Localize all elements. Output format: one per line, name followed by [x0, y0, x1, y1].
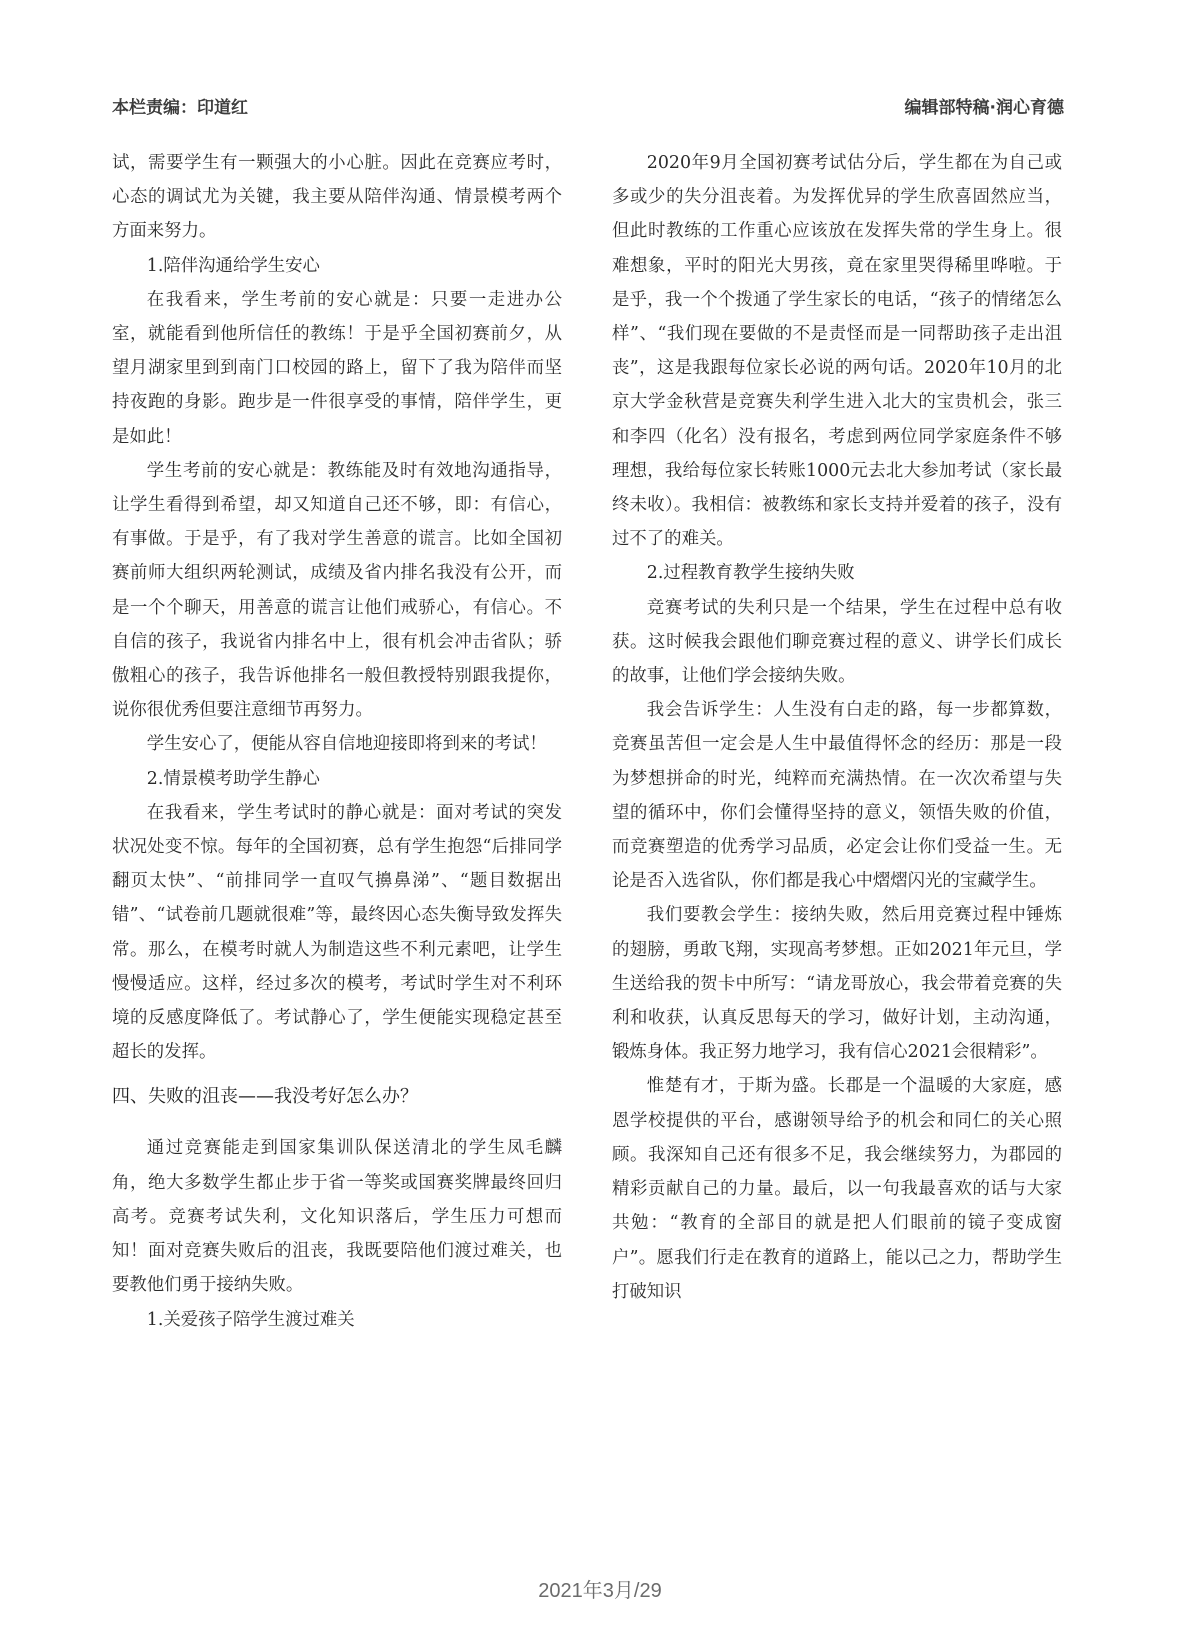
paragraph: 我会告诉学生：人生没有白走的路，每一步都算数，竞赛虽苦但一定会是人生中最值得怀念的经历：那是一段为梦想拼命的时光，纯粹而充满热情。在一次次希望与失望的循环中，你们会懂得坚持的意义，领悟失败的价值，而竞赛塑造的优秀学习品质，必定会让你们受益一生。无论是否入选省队，你们都是我心中熠熠闪光的宝藏学生。: [612, 700, 1062, 892]
subheading: 2.过程教育教学生接纳失败: [646, 563, 855, 584]
column-title: 编辑部特稿·润心育德: [904, 98, 1064, 118]
editor-credit: 本栏责编：印道红: [112, 98, 248, 118]
paragraph: 学生安心了，便能从容自信地迎接即将到来的考试！: [146, 734, 547, 755]
paragraph: 学生考前的安心就是：教练能及时有效地沟通指导，让学生看得到希望，却又知道自己还不够，即：有信心，有事做。于是乎，有了我对学生善意的谎言。比如全国初赛前师大组织两轮测试，成绩及省内排名我没有公开，而是一个个聊天，用善意的谎言让他们戒骄心，有信心。不自信的孩子，我说省内排名中上，很有机会冲击省队；骄傲粗心的孩子，我告诉他排名一般但教授特别跟我提你，说你很优秀但要注意细节再努力。: [112, 460, 562, 721]
page-footer: 2021年3月/29: [538, 1580, 662, 1602]
paragraph: 我们要教会学生：接纳失败，然后用竞赛过程中锤炼的翅膀，勇敢飞翔，实现高考梦想。正如2021年元旦，学生送给我的贺卡中所写：“请龙哥放心，我会带着竞赛的失利和收获，认真反思每天的学习，做好计划，主动沟通，锻炼身体。我正努力地学习，我有信心2021会很精彩”。: [612, 905, 1062, 1063]
left-column: [112, 146, 562, 1337]
subheading: 2.情景模考助学生静心: [146, 768, 320, 789]
subheading: 1.陪伴沟通给学生安心: [146, 255, 320, 276]
paragraph: 2020年9月全国初赛考试估分后，学生都在为自己或多或少的失分沮丧着。为发挥优异的学生欣喜固然应当，但此时教练的工作重心应该放在发挥失常的学生身上。很难想象，平时的阳光大男孩，竟在家里哭得稀里哗啦。于是乎，我一个个拨通了学生家长的电话，“孩子的情绪怎么样”、“我们现在要做的不是责怪而是一同帮助孩子走出沮丧”，这是我跟每位家长必说的两句话。2020年10月的北京大学金秋营是竞赛失利学生进入北大的宝贵机会，张三和李四（化名）没有报名，考虑到两位同学家庭条件不够理想，我给每位家长转账1000元去北大参加考试（家长最终未收）。我相信：被教练和家长支持并爱着的孩子，没有过不了的难关。: [612, 153, 1062, 550]
subheading: 1.关爱孩子陪学生渡过难关: [146, 1309, 355, 1330]
right-column: [612, 146, 1062, 1309]
paragraph: 竞赛考试的失利只是一个结果，学生在过程中总有收获。这时候我会跟他们聊竞赛过程的意义、讲学长们成长的故事，让他们学会接纳失败。: [612, 597, 1062, 687]
paragraph: 试，需要学生有一颗强大的小心脏。因此在竞赛应考时，心态的调试尤为关键，我主要从陪伴沟通、情景模考两个方面来努力。: [112, 153, 562, 242]
paragraph: 惟楚有才，于斯为盛。长郡是一个温暖的大家庭，感恩学校提供的平台，感谢领导给予的机会和同仁的关心照顾。我深知自己还有很多不足，我会继续努力，为郡园的精彩贡献自己的力量。最后，以一句我最喜欢的话与大家共勉：“教育的全部目的就是把人们眼前的镜子变成窗户”。愿我们行走在教育的道路上，能以己之力，帮助学生打破知识: [612, 1076, 1062, 1302]
paragraph: 通过竞赛能走到国家集训队保送清北的学生凤毛麟角，绝大多数学生都止步于省一等奖或国赛奖牌最终回归高考。竞赛考试失利，文化知识落后，学生压力可想而知！面对竞赛失败后的沮丧，我既要陪他们渡过难关，也要教他们勇于接纳失败。: [112, 1138, 562, 1296]
paragraph: 在我看来，学生考前的安心就是：只要一走进办公室，就能看到他所信任的教练！于是乎全国初赛前夕，从望月湖家里到到南门口校园的路上，留下了我为陪伴而坚持夜跑的身影。跑步是一件很享受的事情，陪伴学生，更是如此！: [112, 289, 562, 447]
section-heading: 四、失败的沮丧——我没考好怎么办？: [112, 1086, 418, 1108]
paragraph: 在我看来，学生考试时的静心就是：面对考试的突发状况处变不惊。每年的全国初赛，总有学生抱怨“后排同学翻页太快”、“前排同学一直叹气擤鼻涕”、“题目数据出错”、“试卷前几题就很难”等，最终因心态失衡导致发挥失常。那么，在模考时就人为制造这些不利元素吧，让学生慢慢适应。这样，经过多次的模考，考试时学生对不利环境的反感度降低了。考试静心了，学生便能实现稳定甚至超长的发挥。: [112, 802, 562, 1063]
